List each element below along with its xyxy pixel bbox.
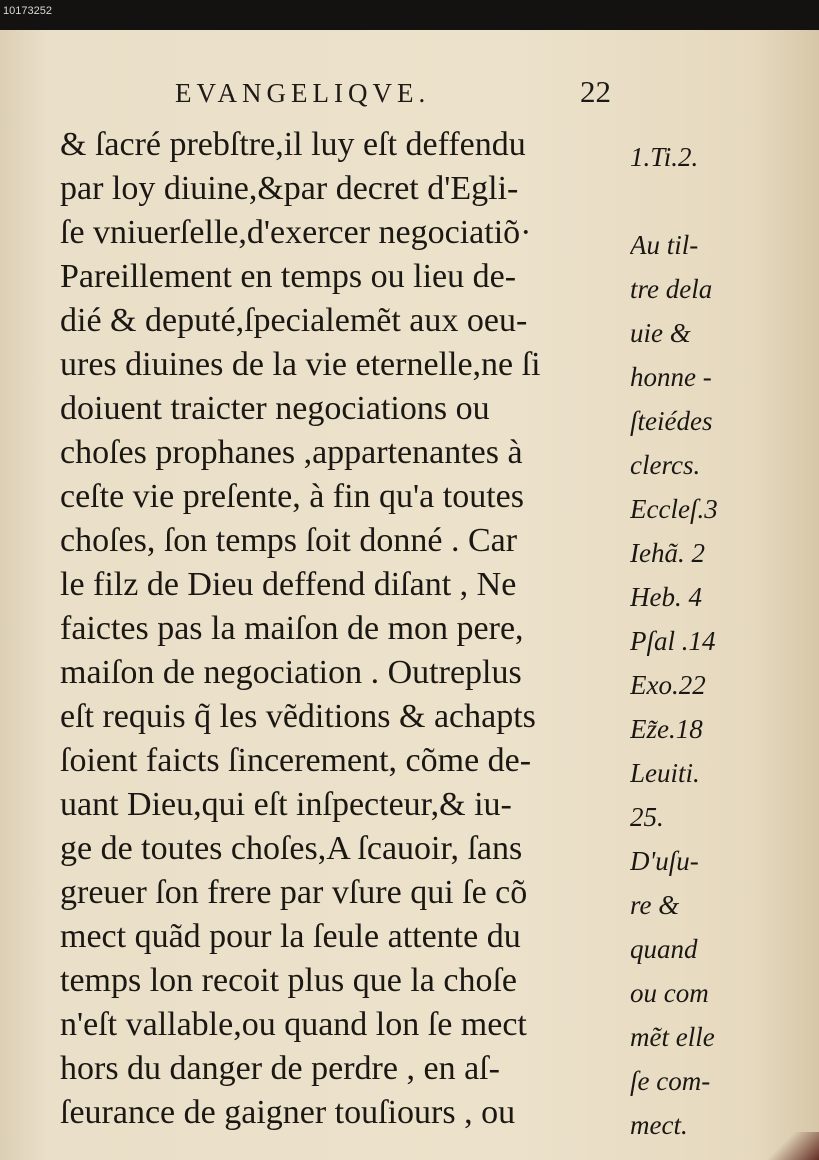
- running-head-title: EVANGELIQVE.: [175, 78, 431, 108]
- margin-note: ſe com-: [630, 1066, 711, 1096]
- margin-note: clercs.: [630, 450, 701, 480]
- body-line: ures diuines de la vie eternelle,ne ſi: [60, 346, 541, 383]
- margin-note: mect.: [630, 1110, 688, 1140]
- body-line: choſes prophanes ,appartenantes à: [60, 434, 523, 471]
- body-line: & ſacré prebſtre,il luy eſt deffendu: [60, 126, 526, 163]
- margin-note: uie &: [630, 318, 691, 348]
- margin-note: Ez̃e.18: [630, 714, 703, 744]
- margin-note: mẽt elle: [630, 1022, 715, 1052]
- margin-note: Exo.22: [630, 670, 706, 700]
- page-number: 22: [580, 74, 611, 109]
- body-line: hors du danger de perdre , en aſ-: [60, 1050, 500, 1087]
- margin-note: Eccleſ.3: [630, 494, 718, 524]
- margin-note: ou com: [630, 978, 709, 1008]
- body-line: choſes, ſon temps ſoit donné . Car: [60, 522, 518, 559]
- margin-note: honne -: [630, 362, 712, 392]
- margin-note: 25.: [630, 802, 664, 832]
- body-line: eſt requis q̃ les vẽditions & achapts: [60, 698, 536, 735]
- body-line: Pareillement en temps ou lieu de-: [60, 258, 517, 295]
- margin-note: D'uſu-: [630, 846, 699, 876]
- margin-note: 1.Ti.2.: [630, 142, 699, 172]
- body-line: ſoient faicts ſincerement, cõme de-: [60, 742, 532, 779]
- body-line: ge de toutes choſes,A ſcauoir, ſans: [60, 830, 523, 867]
- margin-note: re &: [630, 890, 680, 920]
- margin-note: Pſal .14: [630, 626, 716, 656]
- body-line: greuer ſon frere par vſure qui ſe cõ: [60, 874, 528, 911]
- body-line: ſeurance de gaigner touſiours , ou: [60, 1094, 516, 1131]
- margin-note: Heb. 4: [630, 582, 702, 612]
- scan-id-label: 10173252: [3, 5, 52, 17]
- scan-top-band: [0, 0, 819, 30]
- margin-note: tre dela: [630, 274, 713, 304]
- body-line: n'eſt vallable,ou quand lon ſe mect: [60, 1006, 527, 1043]
- body-line: maiſon de negociation . Outreplus: [60, 654, 522, 691]
- body-line: doiuent traicter negociations ou: [60, 390, 490, 427]
- body-line: dié & deputé,ſpecialemẽt aux oeu-: [60, 302, 528, 339]
- body-line: uant Dieu,qui eſt inſpecteur,& iu-: [60, 786, 512, 823]
- margin-note: Iehã. 2: [630, 538, 705, 568]
- body-line: mect quãd pour la ſeule attente du: [60, 918, 521, 955]
- margin-note: Au til-: [630, 230, 699, 260]
- margin-note: quand: [630, 934, 698, 964]
- body-line: ſe vniuerſelle,d'exercer negociatiõ·: [60, 214, 532, 251]
- body-line: temps lon recoit plus que la choſe: [60, 962, 517, 999]
- body-line: ceſte vie preſente, à fin qu'a toutes: [60, 478, 524, 515]
- margin-note: ſteiédes: [630, 406, 713, 436]
- margin-note: Leuiti.: [630, 758, 700, 788]
- body-line: le filz de Dieu deffend diſant , Ne: [60, 566, 517, 603]
- body-line: faictes pas la maiſon de mon pere,: [60, 610, 524, 647]
- body-line: par loy diuine,&par decret d'Egli-: [60, 170, 519, 207]
- page-corner-shadow: [759, 1132, 819, 1160]
